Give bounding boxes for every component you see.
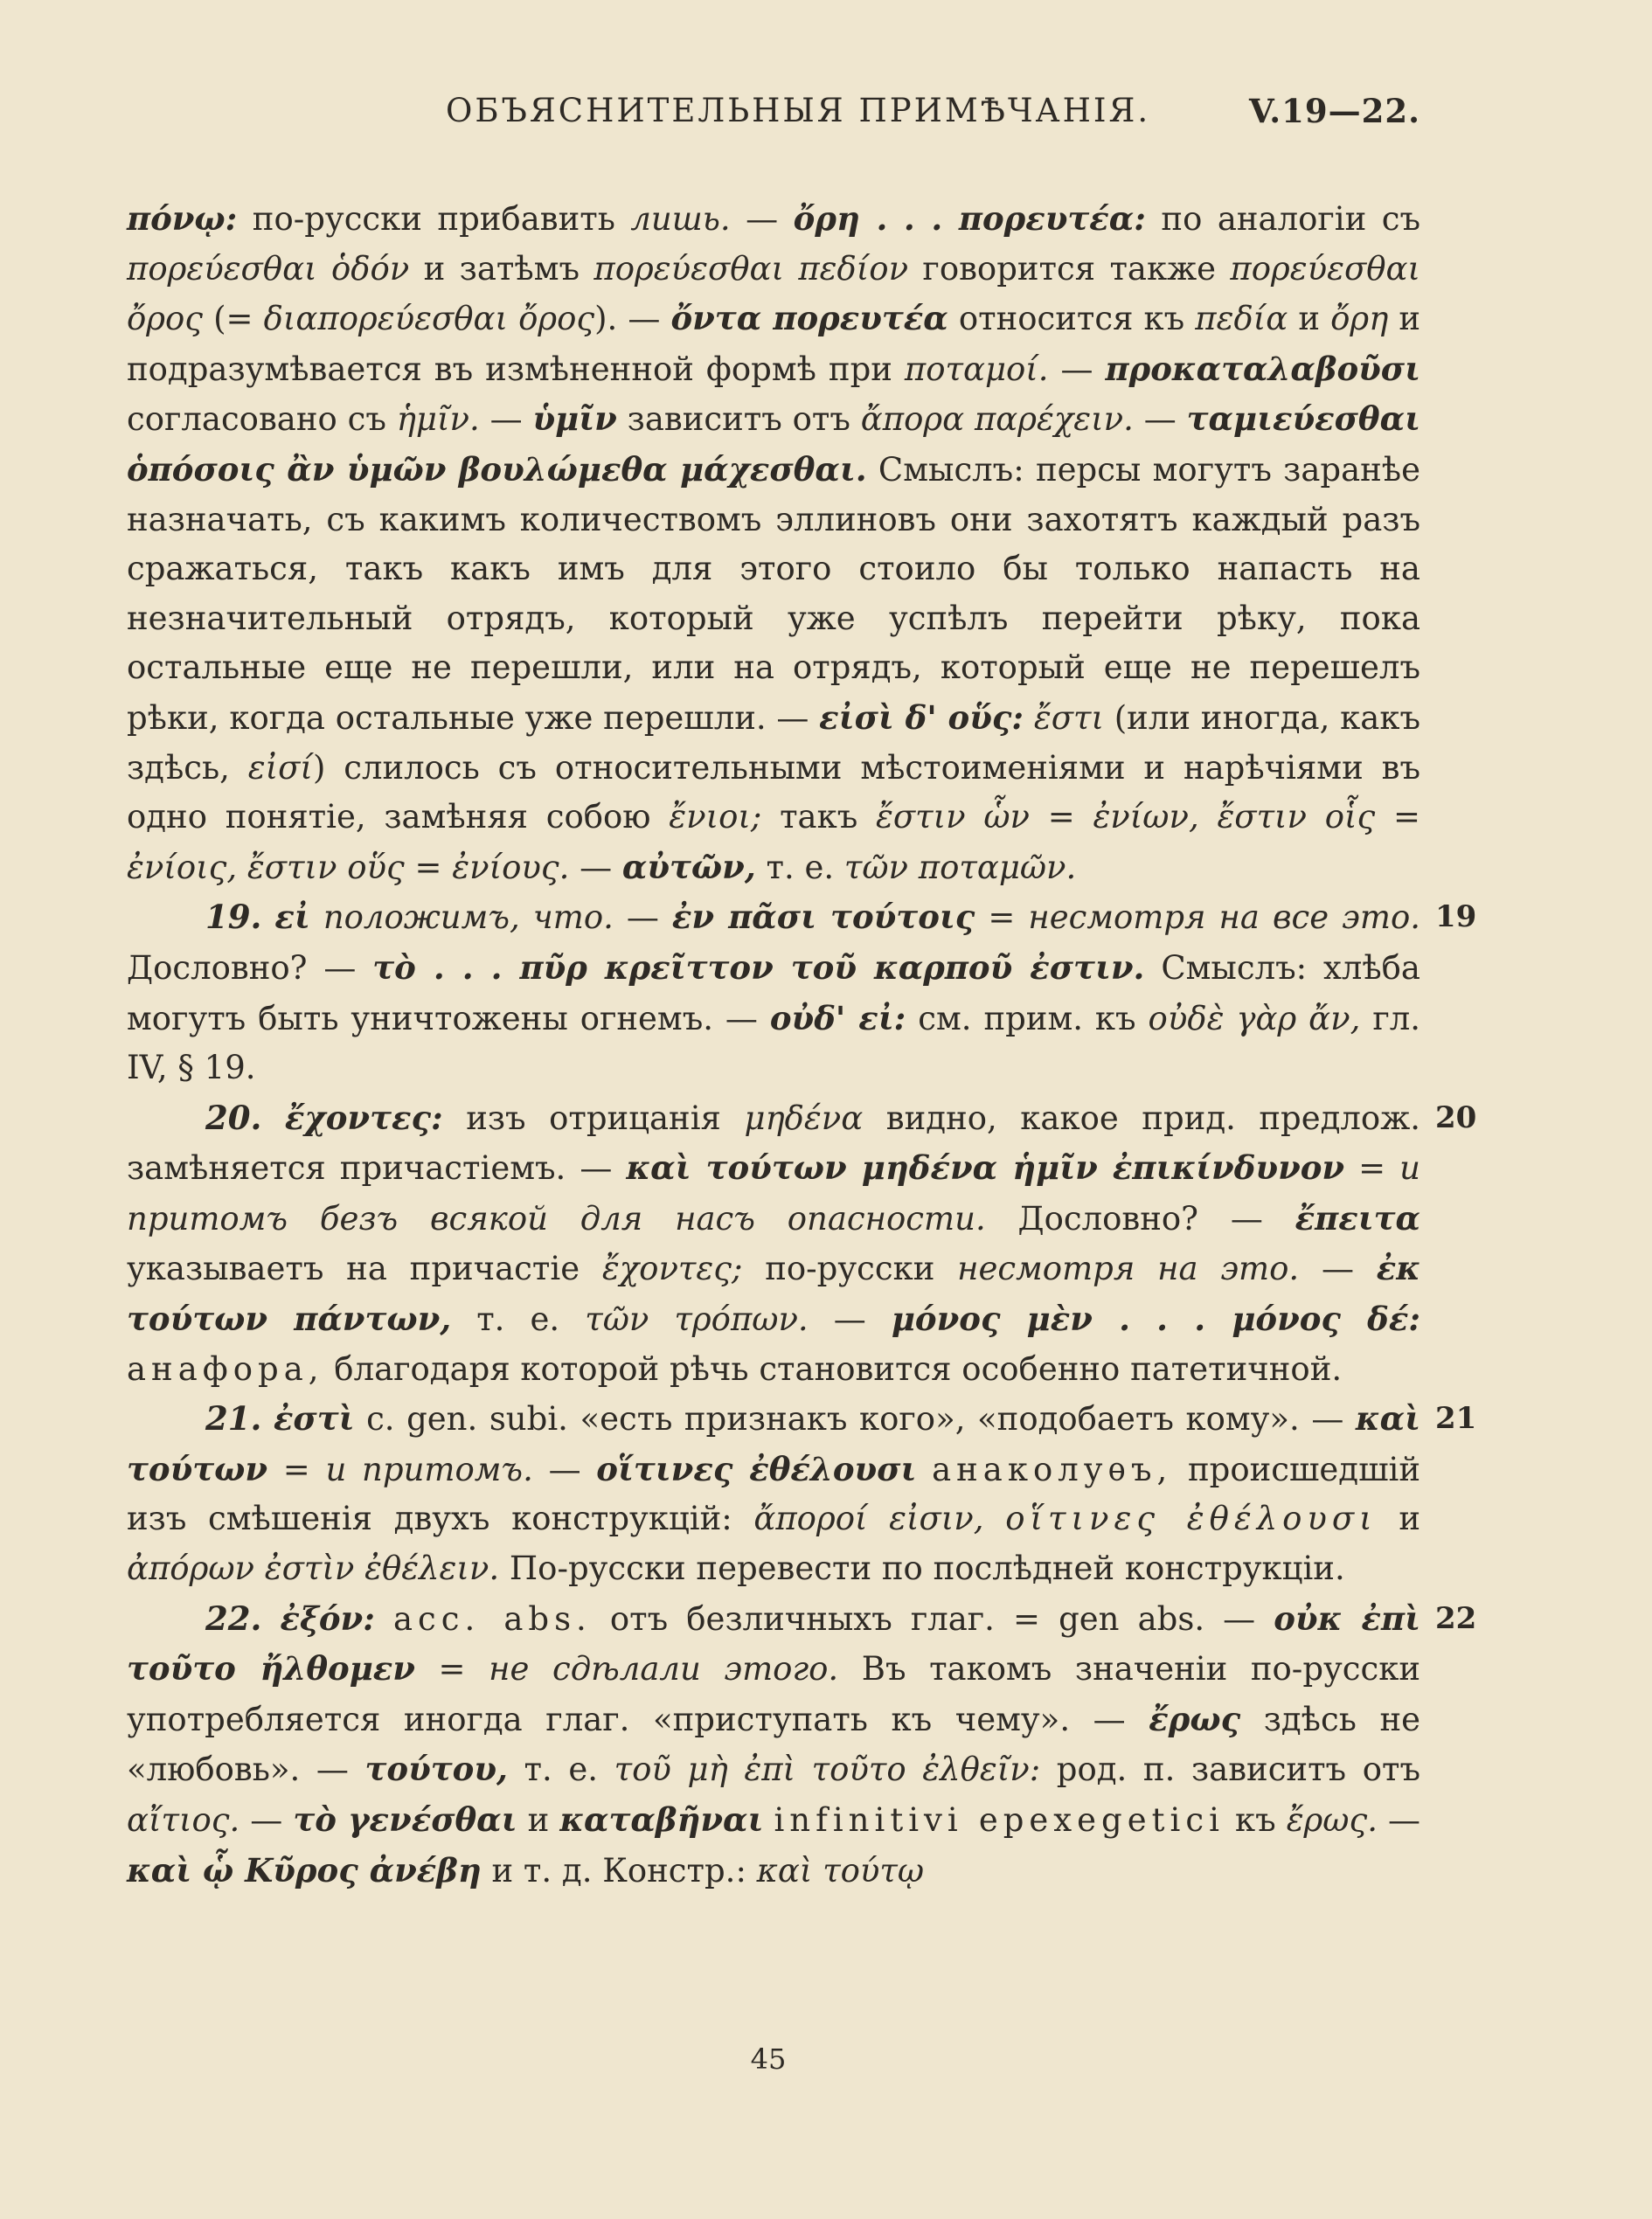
text-run-grk-b: αὐτῶν, — [621, 847, 756, 886]
text-run-grk-b: ἐξόν: — [280, 1598, 375, 1638]
text-run-grk: πεδία — [1195, 300, 1288, 338]
text-run-spaced: анаколуѳъ, — [932, 1450, 1173, 1488]
text-run-grk-b: τὸ . . . πῦρ κρεῖττον τοῦ καρποῦ ἐστιν. — [372, 947, 1145, 987]
text-run: говорится также — [908, 249, 1231, 288]
text-run-grk-b: ἔπειτα — [1295, 1198, 1420, 1238]
text-run: по-русски прибавить — [237, 200, 631, 238]
text-run-grk: πορεύεσθαι πεδίον — [593, 249, 909, 288]
text-run: такъ — [761, 798, 877, 836]
text-run: по-русски — [742, 1250, 958, 1288]
text-run: по аналогіи съ — [1145, 200, 1421, 238]
paragraph-p21 — [127, 1394, 1477, 1593]
text-run: отъ безличныхъ глаг. = gen abs. — — [591, 1599, 1274, 1638]
text-run-grk-b: ὄρη . . . πορευτέα: — [793, 199, 1146, 238]
text-run: Въ такомъ значеніи по-русски употребляется иногда глаг. «приступать къ чему». — — [127, 1650, 1420, 1738]
text-run: благодаря которой рѣчь становится особенно патетичной. — [323, 1349, 1343, 1388]
text-run: — — [479, 400, 533, 439]
text-run-grk-b: εἰσὶ δ' οὕς: — [819, 697, 1024, 737]
text-run-grk-b: εἰ — [274, 898, 310, 937]
text-run: происшедшій изъ смѣшенія двухъ конструкцій: — [127, 1450, 1420, 1538]
text-run: — — [1048, 350, 1106, 388]
running-header — [127, 92, 1420, 144]
text-run-grk-b: οὐδ' εἰ: — [769, 998, 906, 1037]
paragraph-p19 — [127, 892, 1477, 1092]
text-run: = — [975, 898, 1029, 937]
text-run-grk-b: τούτου, — [364, 1750, 508, 1789]
text-run-ru-i: и притомъ. — [325, 1450, 533, 1488]
text-run-ru-i: и притомъ безъ всякой для насъ опасности. — [127, 1149, 1420, 1238]
text-run-spaced: acc. abs. — [392, 1599, 592, 1638]
text-run — [261, 1600, 280, 1638]
text-run: — — [1377, 1801, 1421, 1839]
text-run: изъ отрицанія — [442, 1099, 745, 1137]
text-run-grk: ἔστιν ὧν = ἐνίων, ἔστιν οἷς = ἐνίοις, ἔστιν οὕς = ἐνίους. — [127, 798, 1420, 886]
text-run: относится къ — [947, 300, 1196, 338]
text-run: = — [1344, 1149, 1400, 1188]
margin-section-number: 21 — [1435, 1401, 1477, 1437]
text-run-grk-b: ταμιεύεσθαι ὁπόσοις ἂν ὑμῶν βουλώμεθα μάχεσθαι. — [127, 399, 1420, 489]
text-run-grk-b: οὐκ ἐπὶ τοῦτο ἤλθομεν — [127, 1598, 1421, 1689]
text-run-grk-b: πόνῳ: — [127, 199, 238, 238]
text-run: и — [517, 1801, 560, 1839]
text-run-grk-b: ἐστὶ — [273, 1399, 355, 1439]
text-run: и подразумѣвается въ измѣненной формѣ при — [127, 300, 1421, 388]
paragraph-p1 — [127, 194, 1420, 892]
text-run: — — [808, 1300, 892, 1339]
text-run: и т. д. Констр.: — [481, 1851, 757, 1890]
text-run: и — [1288, 300, 1331, 338]
text-run-grk-b: ἐκ τούτων πάντων, — [127, 1249, 1420, 1339]
text-run-grk-b: ἔρως — [1149, 1699, 1241, 1738]
text-run-grk-b: μόνος μὲν . . . μόνος δέ: — [891, 1300, 1420, 1339]
text-run: (= — [203, 300, 264, 338]
text-run-grk-b: ἔχοντες: — [284, 1098, 443, 1137]
text-run-grk: διαπορεύεσθαι ὄρος — [263, 300, 595, 338]
text-run: см. прим. къ — [906, 999, 1149, 1037]
text-run-num: 22. — [205, 1598, 262, 1638]
text-run — [1024, 699, 1034, 737]
text-run: Смыслъ: хлѣба могутъ быть уничтожены огнемъ. — — [127, 948, 1420, 1037]
text-run — [261, 898, 274, 936]
paragraph-p20 — [127, 1093, 1477, 1395]
text-run-grk: τῶν ποταμῶν. — [843, 848, 1077, 886]
text-run-ru-i: несмотря на это. — [957, 1250, 1300, 1288]
text-run: — — [532, 1450, 597, 1488]
text-run — [261, 1099, 285, 1137]
text-run-grk: τῶν τρόπων. — [585, 1300, 809, 1339]
text-run-grk: ἡμῖν. — [396, 400, 480, 439]
paragraph-p22 — [127, 1594, 1477, 1897]
text-run-grk: ἔστι — [1033, 698, 1104, 737]
text-run: = — [414, 1650, 489, 1689]
text-run-grk-b: ὄντα πορευτέα — [670, 299, 948, 338]
text-run: видно, какое прид. предлож. замѣняется причастіемъ. — — [127, 1099, 1420, 1188]
text-run-spaced: infinitivi epexegetici — [774, 1801, 1225, 1839]
margin-section-number: 19 — [1435, 899, 1477, 935]
text-run — [916, 1451, 932, 1488]
text-run-ru-i: несмотря на все это. — [1028, 898, 1421, 937]
text-run-grk: καὶ τούτῳ — [756, 1851, 925, 1890]
text-run: т. е. — [507, 1751, 614, 1789]
text-run-grk: ἀπόρων ἐστὶν ἐθέλειν. — [127, 1550, 500, 1588]
text-run — [763, 1801, 774, 1839]
text-run-grk: ἔνιοι; — [669, 798, 762, 836]
text-run: Смыслъ: персы могутъ заранѣе назначать, съ какимъ количествомъ эллиновъ они захотятъ каждый разъ сражаться, такъ какъ имъ для этого стоило бы только напасть на незначительный отрядъ, который уже успѣлъ перейти рѣку, пока остальные еще не перешли, или на отрядъ, который еще не перешелъ рѣки, когда остальные уже перешли. — — [127, 450, 1420, 737]
text-run: и — [1377, 1500, 1421, 1538]
text-run: По-русски перевести по послѣдней конструкціи. — [499, 1550, 1345, 1588]
text-run: гл. IV, § 19. — [127, 999, 1420, 1087]
text-run-grk: ἄποροί εἰσιν, — [753, 1500, 984, 1538]
page-number: 45 — [750, 2042, 787, 2076]
text-run-grk: ὄρη — [1330, 300, 1389, 338]
text-run: ) слилось съ относительными мѣстоименіями и нарѣчіями въ одно понятіе, замѣняя собою — [127, 748, 1420, 836]
text-run-grk: ἄπορα παρέχειν. — [860, 400, 1134, 439]
text-run-grk-b: καὶ ᾧ Κῦρος ἀνέβη — [127, 1850, 482, 1890]
text-run-grk-b: ἐν πᾶσι τούτοις — [671, 898, 975, 937]
text-run-grk-b: ὑμῖν — [532, 399, 617, 439]
text-run: род. п. зависитъ отъ — [1040, 1751, 1421, 1789]
section-reference: V.19—22. — [1249, 92, 1420, 130]
text-run-ru-i: лишь. — [630, 200, 731, 238]
text-run-grk: αἴτιος. — [127, 1801, 240, 1839]
text-run: и затѣмъ — [409, 249, 594, 288]
text-run-grk-b: καὶ τούτων — [127, 1399, 1420, 1488]
text-run-grk-b: καταβῆναι — [559, 1800, 764, 1839]
text-run-num: 19. — [205, 898, 262, 937]
text-run-ru-i: не сдѣлали этого. — [489, 1650, 839, 1689]
commentary-text — [127, 194, 1477, 1896]
text-run-grk-b: προκαταλαβοῦσι — [1105, 349, 1420, 388]
text-run: т. е. — [451, 1300, 586, 1339]
text-run-ru-i: положимъ, что. — [323, 898, 614, 937]
text-run-grk: πορεύεσθαι ὄρος — [127, 249, 1420, 338]
text-run-grk-b: καὶ τούτων μηδένα ἡμῖν ἐπικίνδυνον — [626, 1148, 1345, 1188]
text-run-grk: ἔχοντες; — [601, 1250, 743, 1288]
text-run: c. gen. subi. «есть признакъ кого», «подобаетъ кому». — — [354, 1400, 1356, 1439]
text-run-grk-b: τὸ γενέσθαι — [293, 1800, 517, 1839]
text-run: (или иногда, какъ здѣсь, — [127, 698, 1420, 787]
text-run: — — [239, 1801, 294, 1839]
text-run-grk: εἰσί — [247, 748, 313, 787]
text-run-grk-b: οἵτινες ἐθέλουσι — [596, 1449, 917, 1488]
running-title: ОБЪЯСНИТЕЛЬНЫЯ ПРИМѢЧАНІЯ. — [446, 92, 1151, 129]
text-run — [375, 1600, 393, 1638]
text-run-grk: μηδένα — [744, 1099, 864, 1137]
text-run-num: 20. — [205, 1098, 262, 1137]
margin-section-number: 20 — [1435, 1099, 1477, 1135]
text-run-spaced: анафора, — [127, 1349, 324, 1388]
text-run — [310, 898, 323, 936]
text-run: — — [1133, 400, 1187, 439]
text-run-grk: ποταμοί. — [904, 350, 1049, 388]
text-run: здѣсь не «любовь». — — [127, 1700, 1420, 1789]
text-run-num: 21. — [205, 1399, 262, 1439]
text-run: указываетъ на причастіе — [127, 1250, 602, 1288]
text-run: согласовано съ — [127, 400, 397, 439]
margin-section-number: 22 — [1435, 1600, 1477, 1636]
text-run: = — [267, 1450, 326, 1488]
text-run-grk: ἔρως. — [1286, 1801, 1378, 1839]
text-run: — — [730, 200, 794, 238]
text-run: Дословно? — — [985, 1199, 1295, 1238]
text-run-grk: οἵτινες ἐθέλουσι — [1005, 1500, 1378, 1538]
text-run-grk: τοῦ μὴ ἐπὶ τοῦτο ἐλθεῖν: — [614, 1751, 1041, 1789]
text-run: Дословно? — — [127, 948, 373, 987]
text-run — [984, 1500, 1006, 1537]
text-run: къ — [1224, 1801, 1287, 1839]
text-run: — — [569, 848, 622, 886]
text-run: т. е. — [755, 848, 844, 886]
text-run: зависитъ отъ — [616, 400, 861, 439]
text-run: ). — — [594, 300, 671, 338]
text-run — [261, 1400, 274, 1438]
text-run: — — [613, 898, 672, 937]
text-run-grk: πορεύεσθαι ὁδόν — [127, 249, 410, 288]
text-run: — — [1299, 1250, 1377, 1288]
text-run-grk: οὐδὲ γὰρ ἄν, — [1148, 999, 1361, 1037]
